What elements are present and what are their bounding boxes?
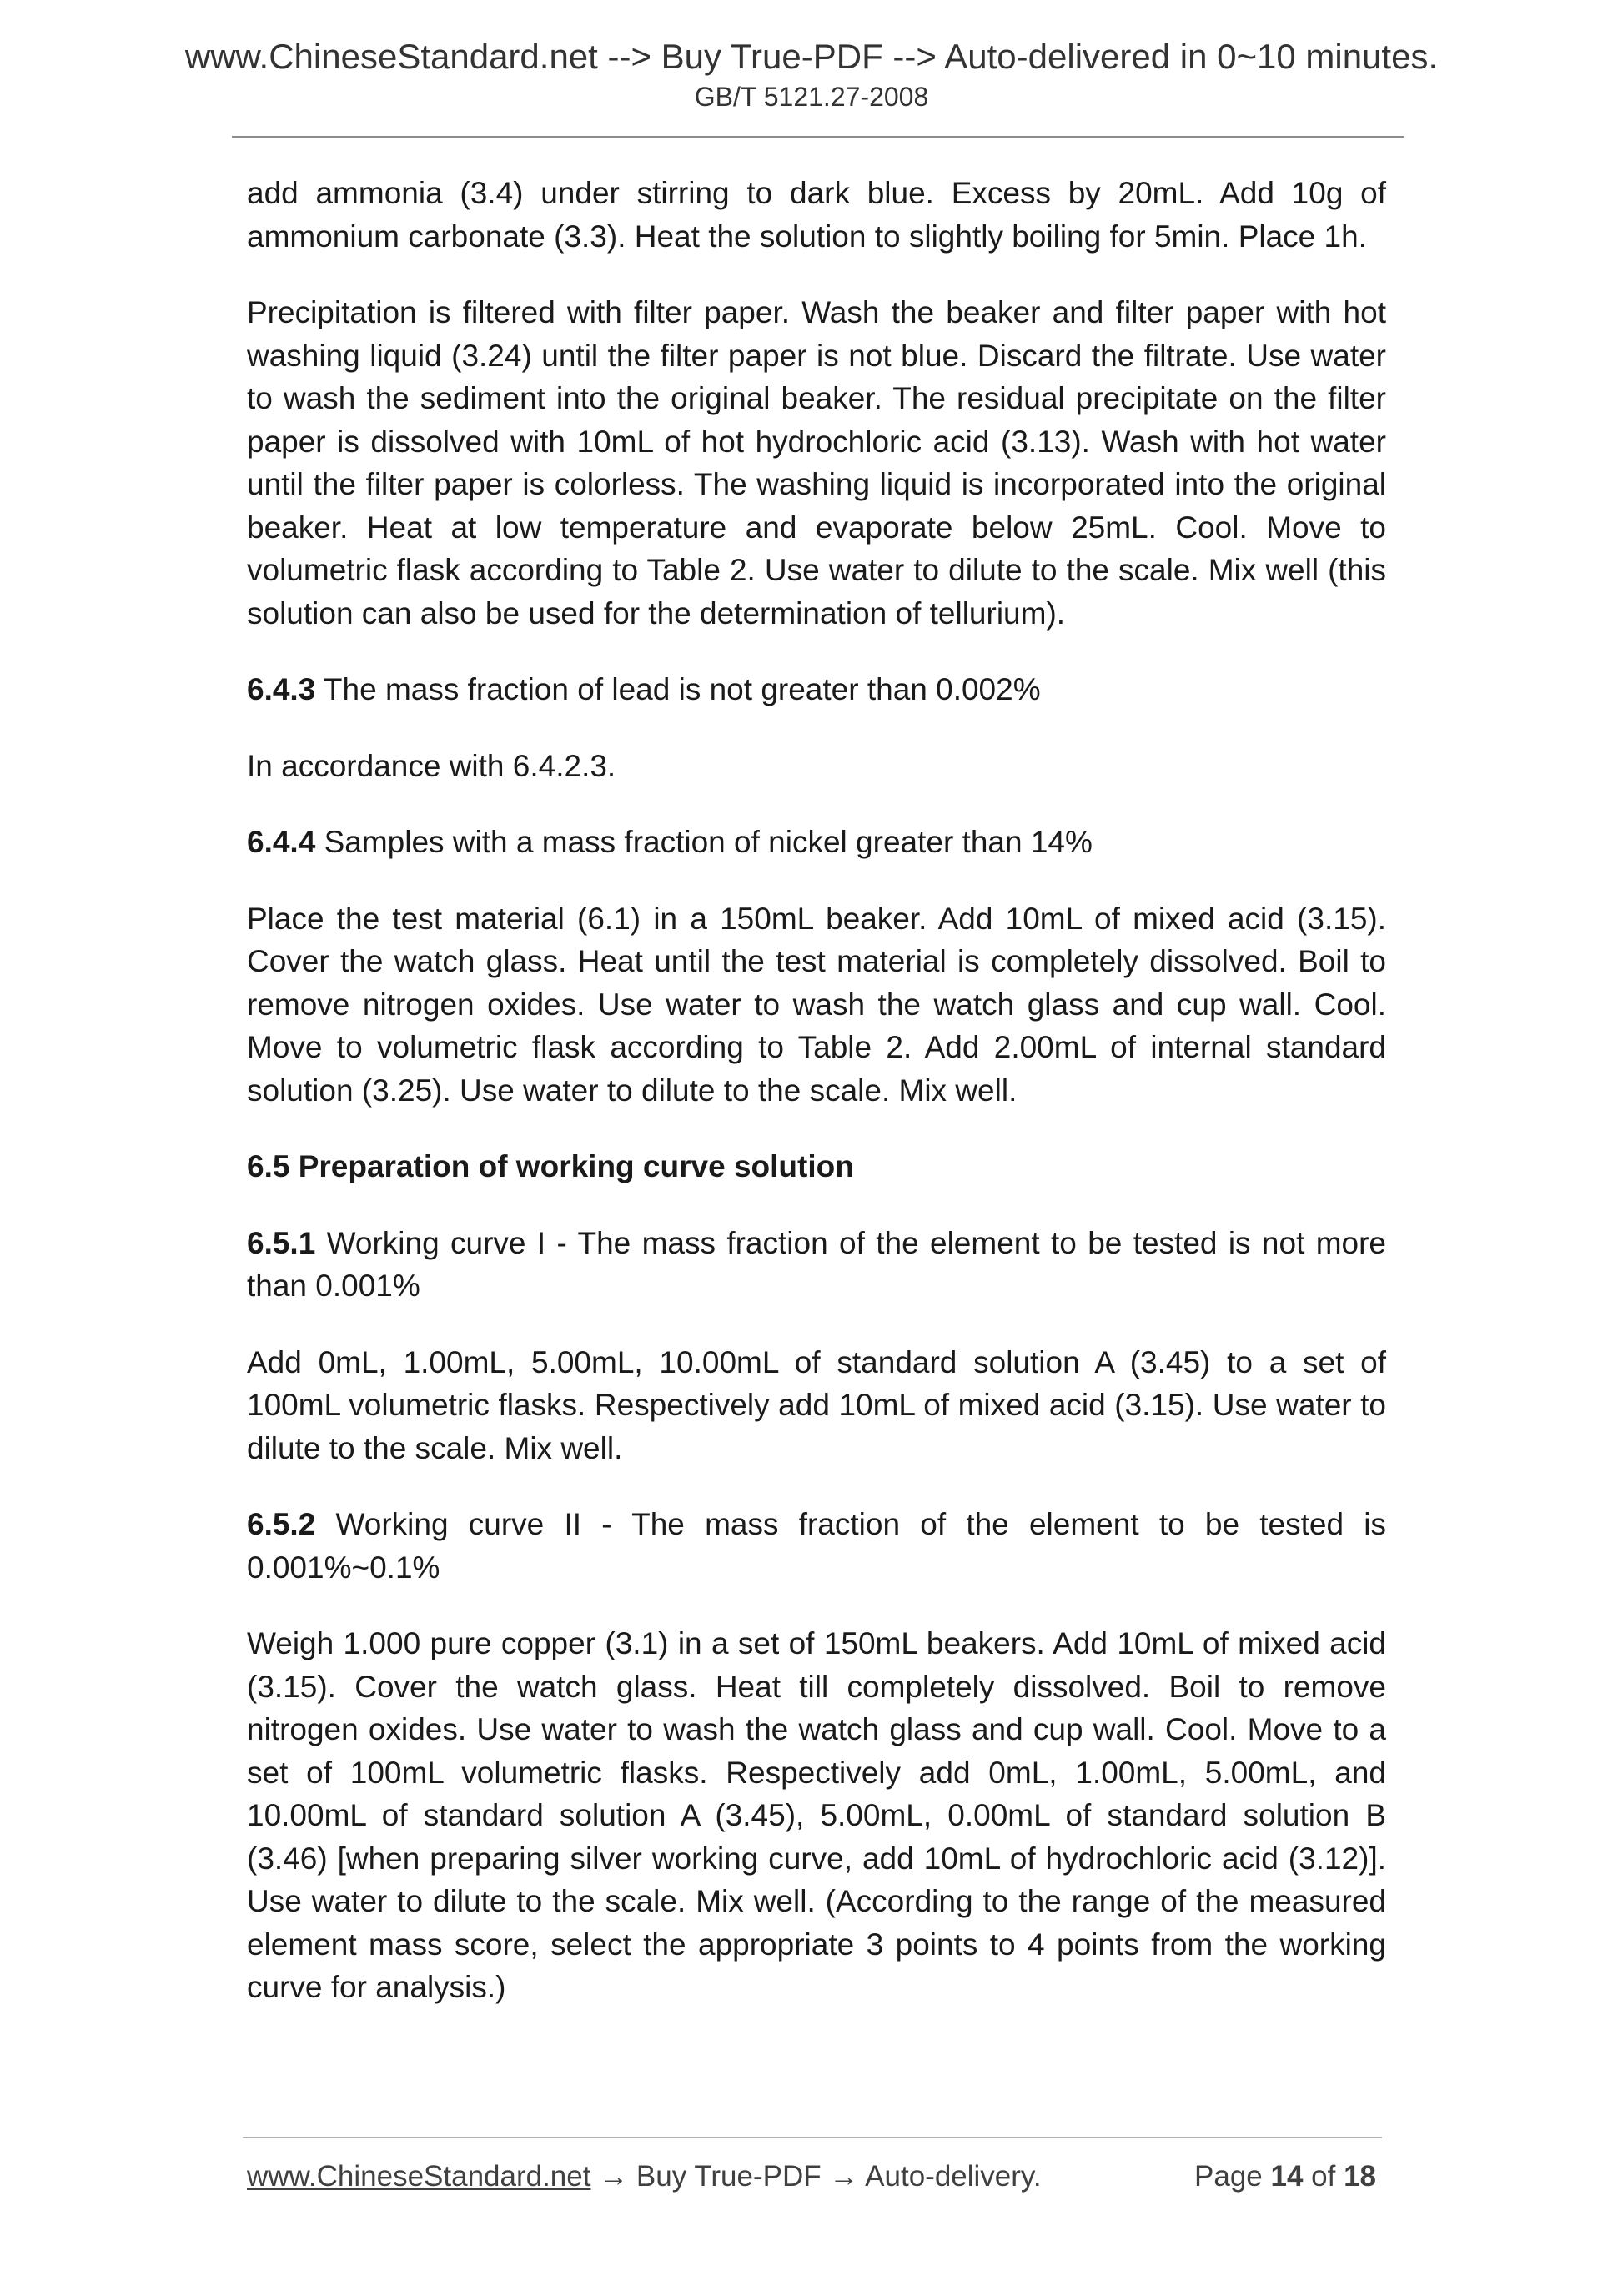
section-number: 6.5.1: [247, 1225, 316, 1260]
page-label: Page: [1194, 2160, 1271, 2193]
footer-tagline: → Buy True-PDF → Auto-delivery.: [590, 2160, 1042, 2193]
section-number: 6.4.3: [247, 672, 316, 706]
paragraph-nickel-samples: Place the test material (6.1) in a 150mL beaker. Add 10mL of mixed acid (3.15). Cover the watch glass. Heat until the test material is completely dissolved. Boil to remove nitrogen oxides. Use water to wash the watch glass and cup wall. Cool. Move to volumetric flask according to Table 2. Add 2.00mL of internal standard solution (3.25). Use water to dilute to the scale. Mix well.: [247, 901, 1386, 1108]
footer-left: [247, 2160, 1042, 2193]
header-banner: www.ChineseStandard.net --> Buy True-PDF --> Auto-delivered in 0~10 minutes.: [184, 37, 1439, 76]
section-number: 6.4.4: [247, 825, 316, 859]
section-6-4-4: [247, 821, 1386, 864]
paragraph-working-curve-2: Weigh 1.000 pure copper (3.1) in a set of 150mL beakers. Add 10mL of mixed acid (3.15). Cover the watch glass. Heat till completely dissolved. Boil to remove nitrogen oxides. Use water to wash the watch glass and cup wall. Cool. Move to a set of 100mL volumetric flasks. Respectively add 0mL, 1.00mL, 5.00mL, and 10.00mL of standard solution A (3.45), 5.00mL, 0.00mL of standard solution B (3.46) [when preparing silver working curve, add 10mL of hydrochloric acid (3.12)]. Use water to dilute to the scale. Mix well. (According to the range of the measured element mass score, select the appropriate 3 points to 4 points from the working curve for analysis.): [247, 1626, 1386, 2004]
paragraph-precipitation: Precipitation is filtered with filter paper. Wash the beaker and filter paper with hot washing liquid (3.24) until the filter paper is not blue. Discard the filtrate. Use water to wash the sediment into the original beaker. The residual precipitate on the filter paper is dissolved with 10mL of hot hydrochloric acid (3.13). Wash with hot water until the filter paper is colorless. The washing liquid is incorporated into the original beaker. Heat at low temperature and evaporate below 25mL. Cool. Move to volumetric flask according to Table 2. Use water to dilute to the scale. Mix well (this solution can also be used for the determination of tellurium).: [247, 295, 1386, 631]
total-page-number: 18: [1344, 2160, 1376, 2193]
section-6-5-1: [247, 1222, 1386, 1308]
section-6-5-heading: 6.5 Preparation of working curve solution: [247, 1149, 854, 1183]
header-divider: [232, 136, 1404, 138]
document-body: [247, 172, 1386, 2042]
section-6-4-3: [247, 668, 1386, 711]
section-number: 6.5.2: [247, 1507, 316, 1541]
section-title: Working curve I - The mass fraction of the element to be tested is not more than 0.001%: [247, 1225, 1386, 1303]
section-6-5-2: [247, 1503, 1386, 1589]
section-title: Samples with a mass fraction of nickel greater than 14%: [315, 825, 1093, 859]
page-footer: [247, 2160, 1376, 2202]
footer-site-link[interactable]: www.ChineseStandard.net: [247, 2160, 591, 2193]
paragraph-ammonia: add ammonia (3.4) under stirring to dark blue. Excess by 20mL. Add 10g of ammonium carbonate (3.3). Heat the solution to slightly boiling for 5min. Place 1h.: [247, 176, 1386, 254]
page-indicator: [1194, 2160, 1376, 2193]
paragraph-accordance: In accordance with 6.4.2.3.: [247, 748, 616, 783]
section-title: Working curve II - The mass fraction of the element to be tested is 0.001%~0.1%: [247, 1507, 1386, 1585]
footer-divider: [243, 2137, 1382, 2138]
section-title: The mass fraction of lead is not greater than 0.002%: [315, 672, 1041, 706]
current-page-number: 14: [1270, 2160, 1304, 2193]
standard-number: GB/T 5121.27-2008: [694, 82, 929, 112]
page-of-label: of: [1303, 2160, 1344, 2193]
paragraph-working-curve-1: Add 0mL, 1.00mL, 5.00mL, 10.00mL of standard solution A (3.45) to a set of 100mL volumetric flasks. Respectively add 10mL of mixed acid (3.15). Use water to dilute to the scale. Mix well.: [247, 1344, 1386, 1465]
